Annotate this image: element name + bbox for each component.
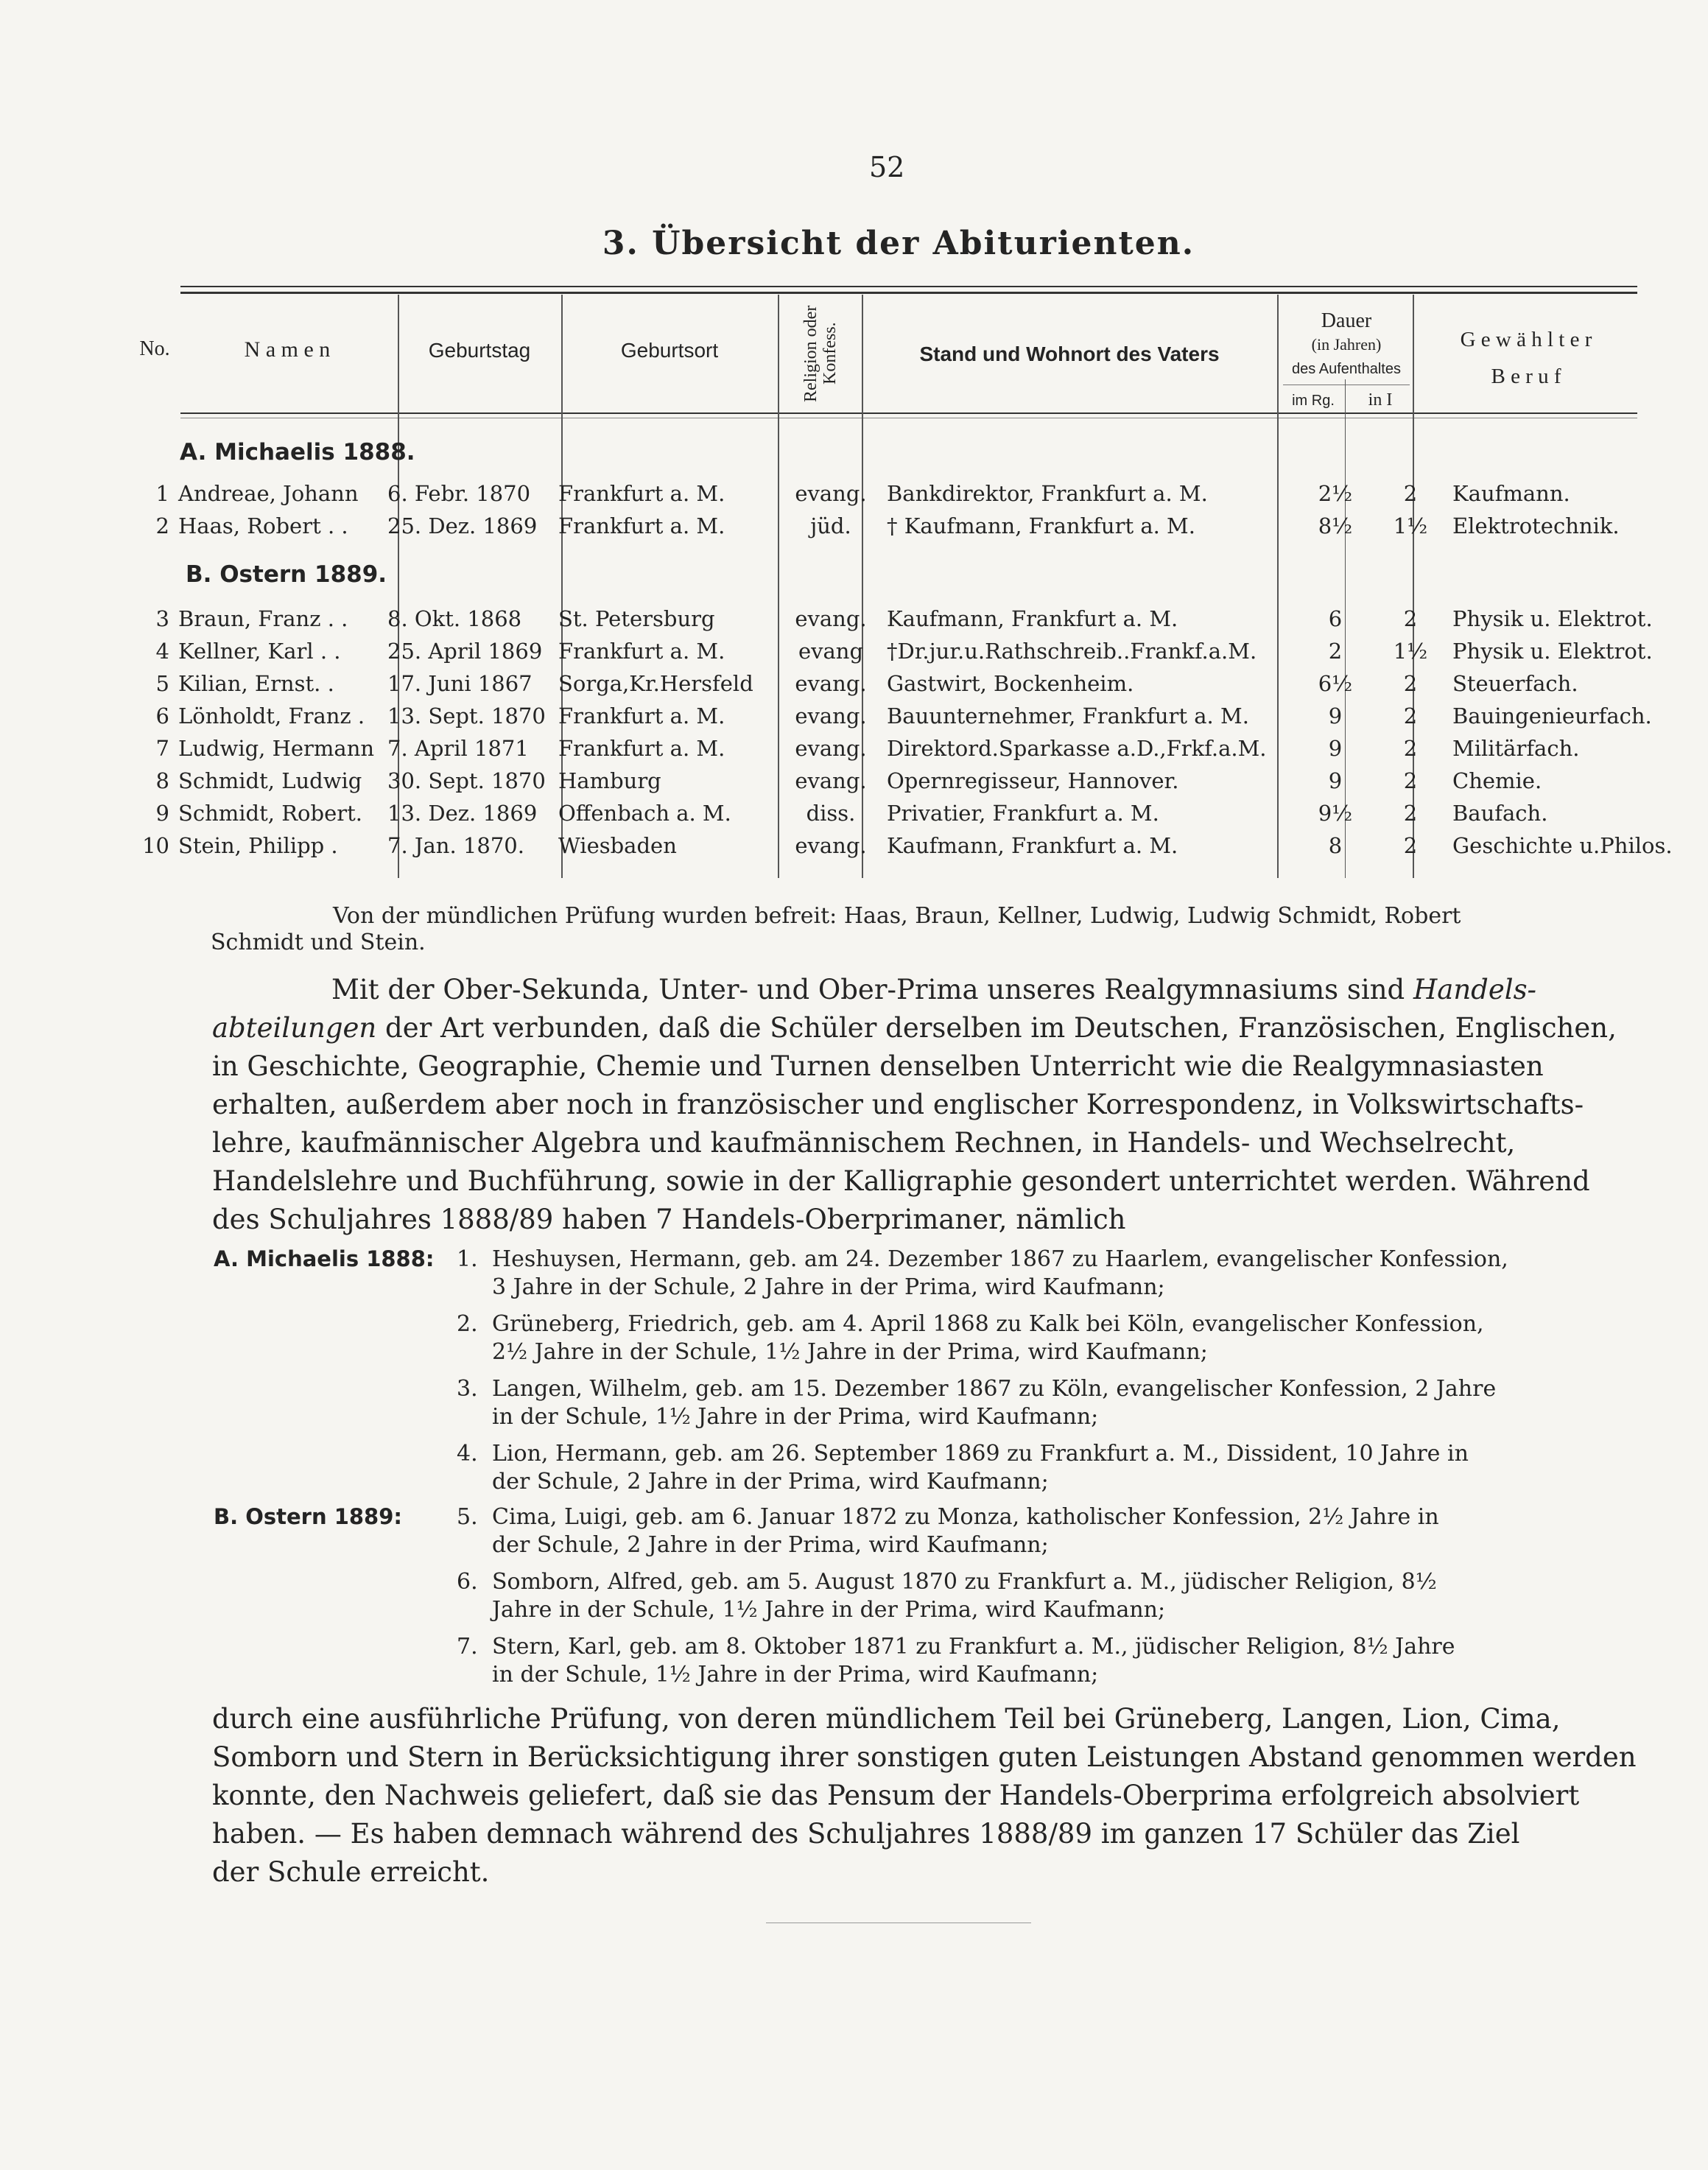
paragraph-1-line-1 xyxy=(331,974,1536,1005)
section-a-label: A. Michaelis 1888. xyxy=(180,439,415,466)
cell-dauer-i: 2 xyxy=(1403,768,1418,793)
cell-name: Schmidt, Ludwig xyxy=(178,768,362,793)
table-top-rule-2 xyxy=(180,292,1637,294)
list-item-line-2: in der Schule, 1½ Jahre in der Prima, wird Kaufmann; xyxy=(492,1662,1099,1688)
cell-date: 30. Sept. 1870 xyxy=(387,768,546,793)
befreit-note-line-1: Von der mündlichen Prüfung wurden befreit: Haas, Braun, Kellner, Ludwig, Ludwig Schmidt, Robert xyxy=(333,903,1461,929)
cell-place: Frankfurt a. M. xyxy=(558,481,725,506)
abiturienten-table-b xyxy=(125,603,1678,862)
para-text: der Art verbunden, daß die Schüler derselben im Deutschen, Französischen, Englischen, xyxy=(376,1012,1617,1044)
cell-beruf: Physik u. Elektrot. xyxy=(1452,606,1653,631)
cell-name: Haas, Robert . . xyxy=(178,513,348,538)
paragraph-2-line-4: haben. — Es haben demnach während des Schuljahres 1888/89 im ganzen 17 Schüler das Ziel xyxy=(212,1818,1520,1850)
cell-name: Lönholdt, Franz . xyxy=(178,703,365,728)
cell-date: 25. April 1869 xyxy=(387,639,543,664)
list-item-line-1: Stern, Karl, geb. am 8. Oktober 1871 zu Frankfurt a. M., jüdischer Religion, 8½ Jahre xyxy=(492,1634,1455,1660)
list-item-line-2: 3 Jahre in der Schule, 2 Jahre in der Prima, wird Kaufmann; xyxy=(492,1274,1165,1300)
cell-dauer-rg: 9 xyxy=(1328,703,1343,728)
cell-dauer-i: 2 xyxy=(1403,671,1418,696)
cell-date: 17. Juni 1867 xyxy=(387,671,533,696)
cell-no: 8 xyxy=(155,768,169,793)
cell-name: Ludwig, Hermann xyxy=(178,736,375,761)
list-item-line-1: Heshuysen, Hermann, geb. am 24. Dezember 1867 zu Haarlem, evangelischer Konfession, xyxy=(492,1246,1508,1272)
list-item-line-1: Somborn, Alfred, geb. am 5. August 1870 zu Frankfurt a. M., jüdischer Religion, 8½ xyxy=(492,1569,1437,1595)
cell-religion: evang. xyxy=(795,833,867,858)
cell-date: 6. Febr. 1870 xyxy=(387,481,531,506)
cell-religion: evang. xyxy=(795,671,867,696)
cell-place: St. Petersburg xyxy=(558,606,715,631)
cell-dauer-i: 2 xyxy=(1403,703,1418,728)
cell-religion: diss. xyxy=(806,801,856,826)
cell-dauer-i: 1½ xyxy=(1393,513,1428,538)
cell-no: 10 xyxy=(142,833,169,858)
table-row xyxy=(125,797,1678,829)
cell-religion: jüd. xyxy=(810,513,851,538)
cell-place: Sorga,Kr.Hersfeld xyxy=(558,671,753,696)
para-text: Mit der Ober-Sekunda, Unter- und Ober-Prima unseres Realgymnasiums sind xyxy=(331,974,1413,1005)
cell-place: Frankfurt a. M. xyxy=(558,513,725,538)
cell-name: Andreae, Johann xyxy=(178,481,359,506)
cell-beruf: Chemie. xyxy=(1452,768,1542,793)
paragraph-1-line-3: in Geschichte, Geographie, Chemie und Turnen denselben Unterricht wie die Realgymnasiasten xyxy=(212,1050,1544,1082)
table-row xyxy=(125,477,1678,510)
cell-dauer-rg: 9 xyxy=(1328,736,1343,761)
cell-dauer-i: 2 xyxy=(1403,801,1418,826)
cell-father: †Dr.jur.u.Rathschreib..Frankf.a.M. xyxy=(887,639,1257,664)
paragraph-2-line-2: Somborn und Stern in Berücksichtigung ihrer sonstigen guten Leistungen Abstand genommen werden xyxy=(212,1741,1637,1773)
table-row xyxy=(125,603,1678,635)
cell-dauer-rg: 8½ xyxy=(1318,513,1353,538)
cell-beruf: Elektrotechnik. xyxy=(1452,513,1620,538)
cell-religion: evang. xyxy=(795,703,867,728)
list-item-line-2: in der Schule, 1½ Jahre in der Prima, wird Kaufmann; xyxy=(492,1404,1099,1430)
cell-name: Schmidt, Robert. xyxy=(178,801,362,826)
cell-name: Stein, Philipp . xyxy=(178,833,338,858)
cell-father: Bankdirektor, Frankfurt a. M. xyxy=(887,481,1208,506)
cell-father: Kaufmann, Frankfurt a. M. xyxy=(887,606,1178,631)
header-no: No. xyxy=(139,337,170,360)
cell-dauer-rg: 8 xyxy=(1328,833,1343,858)
paragraph-1-line-2 xyxy=(212,1012,1617,1044)
cell-no: 9 xyxy=(155,801,169,826)
cell-place: Frankfurt a. M. xyxy=(558,736,725,761)
cell-no: 6 xyxy=(155,703,169,728)
header-stand: Stand und Wohnort des Vaters xyxy=(919,343,1220,365)
list-item-line-2: Jahre in der Schule, 1½ Jahre in der Prima, wird Kaufmann; xyxy=(492,1597,1166,1623)
table-row xyxy=(125,510,1678,542)
table-row xyxy=(125,765,1678,797)
cell-dauer-i: 2 xyxy=(1403,606,1418,631)
cell-no: 2 xyxy=(155,513,169,538)
cell-religion: evang xyxy=(798,639,864,664)
cell-dauer-rg: 9½ xyxy=(1318,801,1353,826)
paragraph-1-line-7: des Schuljahres 1888/89 haben 7 Handels-Oberprimaner, nämlich xyxy=(212,1204,1126,1235)
header-dauer-aufenthalt: des Aufenthaltes xyxy=(1292,361,1401,377)
cell-religion: evang. xyxy=(795,736,867,761)
cell-religion: evang. xyxy=(795,481,867,506)
cell-beruf: Kaufmann. xyxy=(1452,481,1570,506)
header-geburtstag: Geburtstag xyxy=(428,339,531,362)
cell-dauer-i: 2 xyxy=(1403,736,1418,761)
cell-religion: evang. xyxy=(795,768,867,793)
list-item-number: 7. xyxy=(457,1634,478,1660)
paragraph-2-line-1: durch eine ausführliche Prüfung, von deren mündlichem Teil bei Grüneberg, Langen, Lion, Cima, xyxy=(212,1703,1561,1735)
header-beruf: G e w ä h l t e r xyxy=(1460,328,1592,351)
cell-name: Kellner, Karl . . xyxy=(178,639,341,664)
list-item-line-2: der Schule, 2 Jahre in der Prima, wird Kaufmann; xyxy=(492,1532,1049,1558)
table-top-rule xyxy=(180,286,1637,287)
cell-religion: evang. xyxy=(795,606,867,631)
cell-place: Frankfurt a. M. xyxy=(558,639,725,664)
cell-dauer-rg: 6 xyxy=(1328,606,1343,631)
list-item-line-2: der Schule, 2 Jahre in der Prima, wird Kaufmann; xyxy=(492,1469,1049,1495)
cell-dauer-rg: 2 xyxy=(1328,639,1343,664)
cell-beruf: Baufach. xyxy=(1452,801,1548,826)
list-label-michaelis: A. Michaelis 1888: xyxy=(214,1246,435,1271)
cell-no: 1 xyxy=(155,481,169,506)
cell-date: 13. Dez. 1869 xyxy=(387,801,538,826)
para-text-italic: abteilungen xyxy=(212,1012,377,1044)
cell-father: Bauunternehmer, Frankfurt a. M. xyxy=(887,703,1249,728)
paragraph-2-line-3: konnte, den Nachweis geliefert, daß sie das Pensum der Handels-Oberprima erfolgreich absolviert xyxy=(212,1780,1580,1811)
paragraph-1-line-5: lehre, kaufmännischer Algebra und kaufmännischem Rechnen, in Handels- und Wechselrecht, xyxy=(212,1127,1516,1159)
cell-date: 7. April 1871 xyxy=(387,736,529,761)
cell-name: Kilian, Ernst. . xyxy=(178,671,334,696)
header-dauer-i: in I xyxy=(1368,390,1393,410)
cell-no: 5 xyxy=(155,671,169,696)
list-item-number: 6. xyxy=(457,1569,478,1595)
cell-father: † Kaufmann, Frankfurt a. M. xyxy=(887,513,1195,538)
para-text-italic: Handels- xyxy=(1413,974,1537,1005)
list-item-line-1: Grüneberg, Friedrich, geb. am 4. April 1868 zu Kalk bei Köln, evangelischer Konfession, xyxy=(492,1311,1484,1337)
abiturienten-table-a xyxy=(125,477,1678,542)
header-geburtsort: Geburtsort xyxy=(620,339,719,362)
cell-beruf: Militärfach. xyxy=(1452,736,1580,761)
cell-dauer-rg: 9 xyxy=(1328,768,1343,793)
list-item-line-1: Cima, Luigi, geb. am 6. Januar 1872 zu Monza, katholischer Konfession, 2½ Jahre in xyxy=(492,1504,1439,1530)
cell-dauer-i: 2 xyxy=(1403,481,1418,506)
header-dauer-rg: im Rg. xyxy=(1292,393,1335,409)
header-dauer-unit: (in Jahren) xyxy=(1311,335,1382,354)
cell-date: 8. Okt. 1868 xyxy=(387,606,522,631)
cell-dauer-i: 2 xyxy=(1403,833,1418,858)
list-item-number: 1. xyxy=(457,1246,478,1272)
list-item-number: 2. xyxy=(457,1311,478,1337)
cell-place: Wiesbaden xyxy=(558,833,677,858)
cell-father: Kaufmann, Frankfurt a. M. xyxy=(887,833,1178,858)
list-item-line-2: 2½ Jahre in der Schule, 1½ Jahre in der Prima, wird Kaufmann; xyxy=(492,1339,1208,1365)
paragraph-2-line-5: der Schule erreicht. xyxy=(212,1856,490,1888)
cell-no: 7 xyxy=(155,736,169,761)
list-label-ostern: B. Ostern 1889: xyxy=(214,1504,403,1529)
befreit-note-line-2: Schmidt und Stein. xyxy=(211,930,426,955)
cell-dauer-i: 1½ xyxy=(1393,639,1428,664)
list-item-number: 3. xyxy=(457,1376,478,1402)
list-item-number: 4. xyxy=(457,1441,478,1467)
table-row xyxy=(125,667,1678,700)
table-row xyxy=(125,829,1678,862)
cell-place: Offenbach a. M. xyxy=(558,801,731,826)
cell-name: Braun, Franz . . xyxy=(178,606,348,631)
table-row xyxy=(125,700,1678,732)
paragraph-1-line-6: Handelslehre und Buchführung, sowie in der Kalligraphie gesondert unterrichtet werden. Während xyxy=(212,1165,1590,1197)
table-row xyxy=(125,635,1678,667)
table-title: 3. Übersicht der Abiturienten. xyxy=(602,225,1195,262)
cell-no: 3 xyxy=(155,606,169,631)
cell-place: Frankfurt a. M. xyxy=(558,703,725,728)
cell-beruf: Bauingenieurfach. xyxy=(1452,703,1652,728)
cell-father: Opernregisseur, Hannover. xyxy=(887,768,1179,793)
section-b-label: B. Ostern 1889. xyxy=(186,561,387,588)
cell-date: 7. Jan. 1870. xyxy=(387,833,524,858)
cell-date: 25. Dez. 1869 xyxy=(387,513,538,538)
cell-father: Direktord.Sparkasse a.D.,Frkf.a.M. xyxy=(887,736,1267,761)
cell-date: 13. Sept. 1870 xyxy=(387,703,546,728)
list-item-line-1: Lion, Hermann, geb. am 26. September 1869 zu Frankfurt a. M., Dissident, 10 Jahre in xyxy=(492,1441,1469,1467)
list-item-number: 5. xyxy=(457,1504,478,1530)
cell-place: Hamburg xyxy=(558,768,661,793)
table-row xyxy=(125,732,1678,765)
cell-dauer-rg: 2½ xyxy=(1318,481,1353,506)
cell-beruf: Steuerfach. xyxy=(1452,671,1578,696)
cell-dauer-rg: 6½ xyxy=(1318,671,1353,696)
cell-no: 4 xyxy=(155,639,169,664)
cell-father: Gastwirt, Bockenheim. xyxy=(887,671,1134,696)
header-beruf-2: B e r u f xyxy=(1491,365,1561,388)
list-item-line-1: Langen, Wilhelm, geb. am 15. Dezember 1867 zu Köln, evangelischer Konfession, 2 Jahre xyxy=(492,1376,1497,1402)
cell-father: Privatier, Frankfurt a. M. xyxy=(887,801,1159,826)
page-number: 52 xyxy=(869,151,905,183)
header-dauer: Dauer xyxy=(1321,309,1372,332)
cell-beruf: Geschichte u.Philos. xyxy=(1452,833,1673,858)
paragraph-1-line-4: erhalten, außerdem aber noch in französischer und englischer Korrespondenz, in Volkswirtschafts- xyxy=(212,1089,1584,1120)
header-namen: N a m e n xyxy=(244,337,331,362)
cell-beruf: Physik u. Elektrot. xyxy=(1452,639,1653,664)
header-religion: Religion oder Konfess. xyxy=(801,305,840,402)
